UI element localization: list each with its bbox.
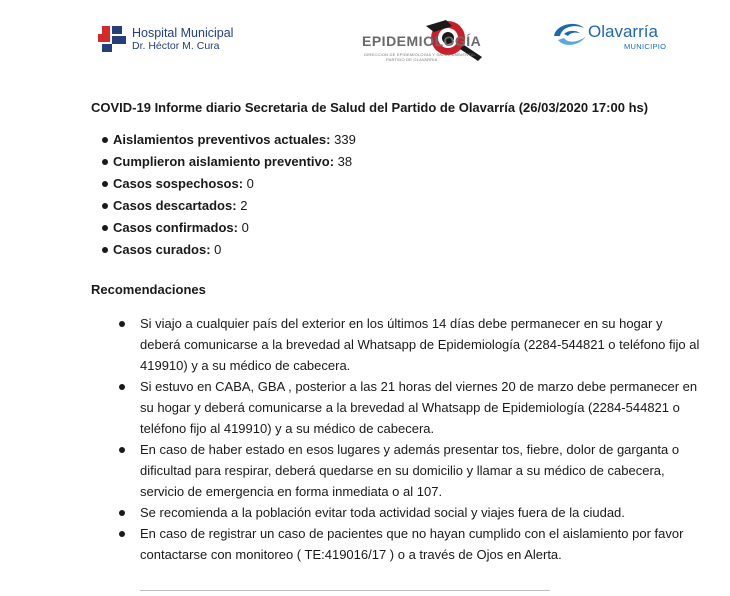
stat-label: Casos sospechosos: [113,176,244,191]
stat-item [113,239,356,261]
stat-label: Casos confirmados: [113,220,238,235]
stat-item [113,173,356,195]
epidemiologia-logo-word: EPIDEMIOLOGÍA [362,33,482,49]
epidemiologia-logo-subtitle: DIRECCION DE EPIDEMIOLOGIA Y SALUD AMBIENTAL [364,52,476,57]
stat-value: 38 [337,154,353,169]
stat-value: 339 [334,132,356,147]
stat-item [113,129,356,151]
stat-value: 0 [246,176,254,191]
recommendation-item: Si viajo a cualquier país del exterior en los últimos 14 días debe permanecer en su hogar y deberá comunicarse a la brevedad al Whatsapp de Epidemiología (2284-544821 o teléfono fijo al 419910) y a su médico de cabecera. [140,313,700,376]
olavarria-logo [550,14,670,58]
page-header [0,0,730,80]
stat-item [113,195,356,217]
epidemiologia-logo [356,18,506,66]
recommendation-item: En caso de registrar un caso de pacientes que no hayan cumplido con el aislamiento por favor contactarse con monitoreo ( TE:419016/17 ) o a través de Ojos en Alerta. [140,523,700,565]
hospital-logo-line2: Dr. Héctor M. Cura [132,40,220,52]
hospital-cross-icon [98,24,126,52]
epidemiologia-logo-subtitle2: PARTIDO DE OLAVARRIA [386,57,438,62]
recommendations-list [140,313,700,565]
olavarria-logo-name: Olavarría [588,22,658,41]
stat-item [113,217,356,239]
hospital-logo [92,16,254,60]
stat-label: Casos curados: [113,242,211,257]
olavarria-logo-subtitle: MUNICIPIO [624,42,667,51]
recommendation-item: En caso de haber estado en esos lugares y además presentar tos, fiebre, dolor de garganta o dificultad para respirar, deberá quedarse en su domicilio y llamar a su médico de cabecera, servicio de emergencia en forma inmediata o al 107. [140,439,700,502]
stat-value: 0 [214,242,222,257]
footer-divider [140,590,550,591]
stat-label: Casos descartados: [113,198,237,213]
stat-item [113,151,356,173]
swirl-icon [550,18,590,52]
recommendation-item: Si estuvo en CABA, GBA , posterior a las 21 horas del viernes 20 de marzo debe permanecer en su hogar y deberá comunicarse a la brevedad al Whatsapp de Epidemiología (2284-544821 o teléfono fijo al 419910) y a su médico de cabecera. [140,376,700,439]
stat-value: 0 [241,220,249,235]
stats-list [113,129,356,261]
stat-label: Aislamientos preventivos actuales: [113,132,331,147]
hospital-logo-line1: Hospital Municipal [132,26,234,40]
report-title: COVID-19 Informe diario Secretaria de Salud del Partido de Olavarría (26/03/2020 17:00 hs) [91,100,649,115]
recommendations-heading: Recomendaciones [91,282,206,297]
stat-label: Cumplieron aislamiento preventivo: [113,154,335,169]
stat-value: 2 [240,198,248,213]
recommendation-item: Se recomienda a la población evitar toda actividad social y viajes fuera de la ciudad. [140,502,700,523]
